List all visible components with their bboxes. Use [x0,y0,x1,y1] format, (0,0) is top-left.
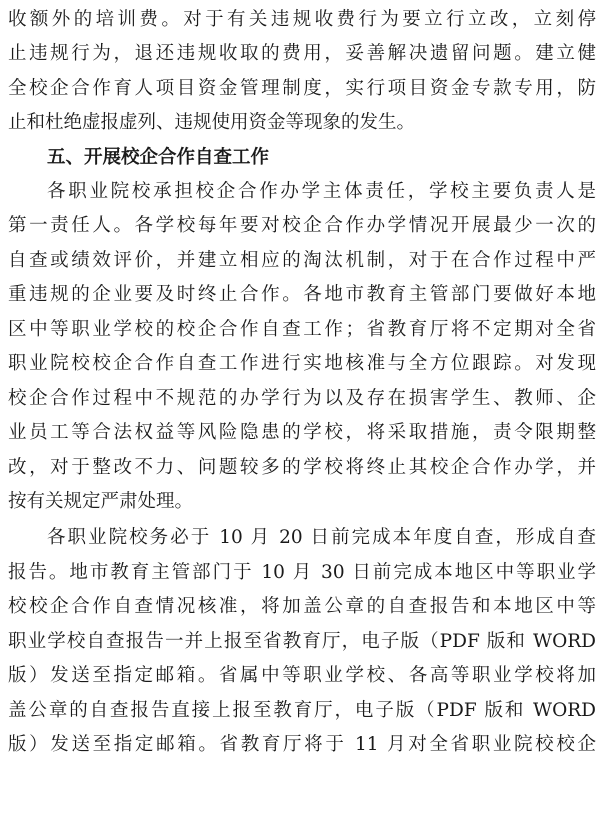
text-line: 改，对于整改不力、问题较多的学校将终止其校企合作办学，并 [8,457,596,478]
text-line: 版）发送至指定邮箱。省属中等职业学校、各高等职业学校将加 [8,665,596,686]
text-line: 第一责任人。各学校每年要对校企合作办学情况开展最少一次的 [8,215,596,236]
text-line: 各职业院校承担校企合作办学主体责任，学校主要负责人是 [47,181,596,202]
text-line: 各职业院校务必于 10 月 20 日前完成本年度自查，形成自查 [47,527,596,548]
text-line: 全校企合作育人项目资金管理制度，实行项目资金专款专用，防 [8,78,596,99]
text-line: 盖公章的自查报告直接上报至教育厅，电子版（PDF 版和 WORD [8,700,596,721]
text-line: 职业学校自查报告一并上报至省教育厅，电子版（PDF 版和 WORD [8,631,596,652]
text-line: 职业院校校企合作自查工作进行实地核准与全方位跟踪。对发现 [8,353,596,374]
text-line: 版）发送至指定邮箱。省教育厅将于 11 月对全省职业院校校企 [8,734,596,755]
text-line: 业员工等合法权益等风险隐患的学校，将采取措施，责令限期整 [8,422,596,443]
text-line: 止和杜绝虚报虚列、违规使用资金等现象的发生。 [8,112,416,133]
text-line: 重违规的企业要及时终止合作。各地市教育主管部门要做好本地 [8,284,596,305]
text-line: 报告。地市教育主管部门于 10 月 30 日前完成本地区中等职业学 [8,562,596,583]
text-line: 校企合作过程中不规范的办学行为以及存在损害学生、教师、企 [8,388,596,409]
text-line: 收额外的培训费。对于有关违规收费行为要立行立改，立刻停 [8,9,596,30]
text-line: 止违规行为，退还违规收取的费用，妥善解决遗留问题。建立健 [8,43,596,64]
text-line: 区中等职业学校的校企合作自查工作；省教育厅将不定期对全省 [8,319,596,340]
text-line: 自查或绩效评价，并建立相应的淘汰机制，对于在合作过程中严 [8,250,596,271]
section-heading: 五、开展校企合作自查工作 [47,147,270,168]
text-line: 校校企合作自查情况核准，将加盖公章的自查报告和本地区中等 [8,596,596,617]
text-line: 按有关规定严肃处理。 [8,491,194,512]
